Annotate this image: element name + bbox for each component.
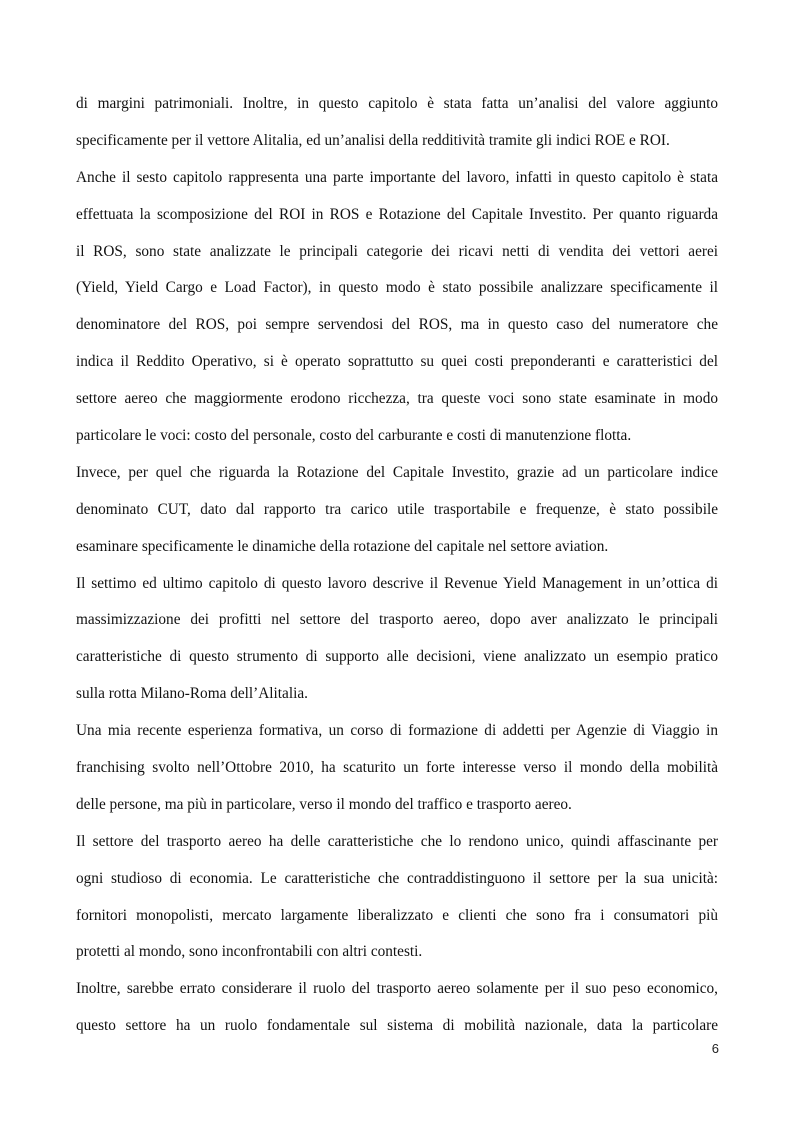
text-line: denominato CUT, dato dal rapporto tra carico utile trasportabile e frequenze, è stato possibile bbox=[76, 500, 718, 518]
text-line: caratteristiche di questo strumento di supporto alle decisioni, viene analizzato un esempio pratico bbox=[76, 648, 718, 666]
text-line: ogni studioso di economia. Le caratteristiche che contraddistinguono il settore per la sua unicità: bbox=[76, 869, 718, 887]
text-line: massimizzazione dei profitti nel settore del trasporto aereo, dopo aver analizzato le principali bbox=[76, 611, 718, 629]
text-line: (Yield, Yield Cargo e Load Factor), in questo modo è stato possibile analizzare specificamente il bbox=[76, 279, 718, 297]
text-line: Invece, per quel che riguarda la Rotazione del Capitale Investito, grazie ad un particolare indice bbox=[76, 463, 718, 481]
text-line: sulla rotta Milano-Roma dell’Alitalia. bbox=[76, 685, 308, 703]
text-line: di margini patrimoniali. Inoltre, in questo capitolo è stata fatta un’analisi del valore aggiunto bbox=[76, 95, 718, 112]
text-line: il ROS, sono state analizzate le principali categorie dei ricavi netti di vendita dei vettori aerei bbox=[76, 242, 718, 260]
text-line: denominatore del ROS, poi sempre servendosi del ROS, ma in questo caso del numeratore che bbox=[76, 316, 718, 334]
text-line: indica il Reddito Operativo, si è operato soprattutto su quei costi preponderanti e caratteristici del bbox=[76, 353, 718, 371]
text-line: settore aereo che maggiormente erodono ricchezza, tra queste voci sono state esaminate in modo bbox=[76, 390, 718, 408]
text-line: Inoltre, sarebbe errato considerare il ruolo del trasporto aereo solamente per il suo peso economico, bbox=[76, 980, 718, 998]
text-line: Una mia recente esperienza formativa, un corso di formazione di addetti per Agenzie di Viaggio in bbox=[76, 722, 718, 740]
text-line: Anche il sesto capitolo rappresenta una parte importante del lavoro, infatti in questo capitolo è stata bbox=[76, 168, 718, 186]
page-number: 6 bbox=[711, 1041, 719, 1056]
text-line: fornitori monopolisti, mercato largamente liberalizzato e clienti che sono fra i consumatori più bbox=[76, 906, 718, 924]
text-line: protetti al mondo, sono inconfrontabili con altri contesti. bbox=[76, 943, 423, 961]
text-line: Il settimo ed ultimo capitolo di questo lavoro descrive il Revenue Yield Management in un’ottica di bbox=[76, 574, 718, 592]
text-line: questo settore ha un ruolo fondamentale sul sistema di mobilità nazionale, data la particolare bbox=[76, 1017, 718, 1035]
text-line: effettuata la scomposizione del ROI in ROS e Rotazione del Capitale Investito. Per quanto riguarda bbox=[76, 205, 718, 223]
text-line: franchising svolto nell’Ottobre 2010, ha scaturito un forte interesse verso il mondo della mobilità bbox=[76, 759, 718, 777]
text-line: Il settore del trasporto aereo ha delle caratteristiche che lo rendono unico, quindi affascinante per bbox=[76, 832, 718, 850]
text-line: specificamente per il vettore Alitalia, ed un’analisi della redditività tramite gli indici ROE e ROI. bbox=[76, 131, 670, 149]
text-line: particolare le voci: costo del personale, costo del carburante e costi di manutenzione flotta. bbox=[76, 427, 632, 445]
text-line: delle persone, ma più in particolare, verso il mondo del traffico e trasporto aereo. bbox=[76, 795, 572, 813]
body-text bbox=[76, 90, 718, 1049]
text-line: esaminare specificamente le dinamiche della rotazione del capitale nel settore aviation. bbox=[76, 537, 609, 555]
